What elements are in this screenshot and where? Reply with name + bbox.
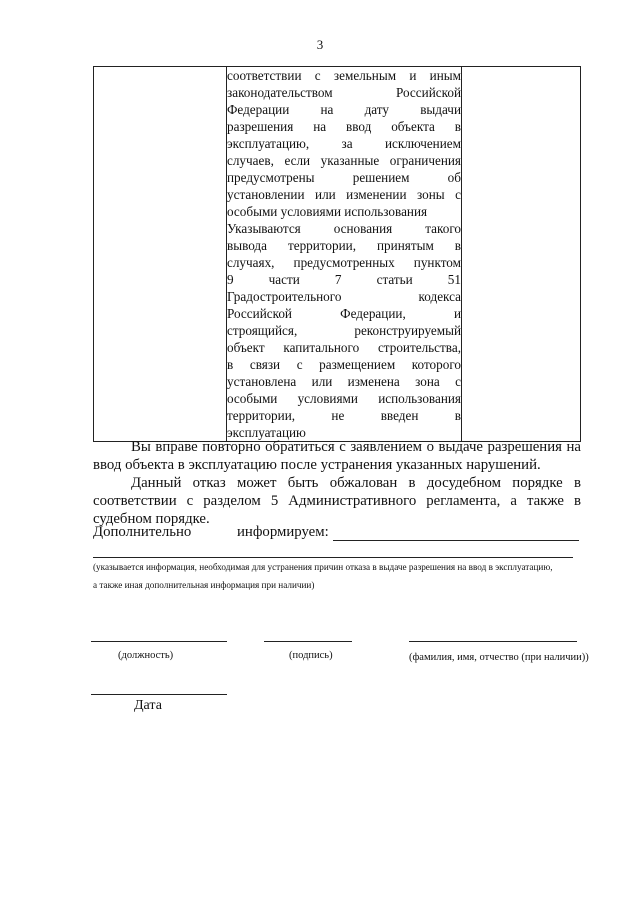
position-caption: (должность): [118, 650, 174, 661]
table-row: [94, 67, 581, 442]
reapply-paragraph: [93, 438, 581, 474]
reason-line: строящийся, реконструируемый: [227, 323, 461, 338]
reason-line: территории, не введен в: [227, 408, 461, 423]
paragraph-line: ввод объекта в эксплуатацию после устранения указанных нарушений.: [93, 457, 541, 473]
date-line: [91, 694, 227, 695]
paragraph-line: Данный отказ может быть обжалован в досудебном порядке в: [131, 475, 581, 491]
reason-line: в связи с размещением которого: [227, 357, 461, 372]
paragraph-line: судебном порядке.: [93, 511, 210, 527]
reason-line: законодательством Российской: [227, 85, 461, 100]
reason-line: объект капитального строительства,: [227, 340, 461, 355]
reason-line: Федерации на дату выдачи: [227, 102, 461, 117]
reason-line: предусмотрены решением об: [227, 170, 461, 185]
reason-line: особыми условиями использования: [227, 204, 428, 219]
full-name-line: [409, 641, 577, 642]
table-cell-left: [94, 67, 227, 442]
table-cell-reason: [227, 67, 462, 442]
reason-line: Российской Федерации, и: [227, 306, 461, 321]
paragraph-line: соответствии с разделом 5 Административного регламента, а также в: [93, 493, 581, 509]
page-number: 3: [316, 37, 324, 52]
reason-line: случаях, предусмотренных пунктом: [227, 255, 461, 270]
table-cell-right: [462, 67, 581, 442]
reason-line: случаев, если указанные ограничения: [227, 153, 461, 168]
reason-line: вывода территории, принятым в: [227, 238, 461, 253]
reason-line: установлении или изменении зоны с: [227, 187, 461, 202]
reason-line: разрешения на ввод объекта в: [227, 119, 461, 134]
position-line: [91, 641, 227, 642]
additional-info-row: [93, 524, 581, 544]
signature-line: [264, 641, 352, 642]
reason-line: установлена или изменена зона с: [227, 374, 461, 389]
inform-label: информируем:: [237, 524, 329, 540]
grounds-table: [93, 66, 581, 442]
reason-line: 9 части 7 статьи 51: [227, 272, 461, 287]
additional-info-line: [93, 557, 573, 558]
reason-line: особыми условиями использования: [227, 391, 461, 406]
date-label: Дата: [134, 698, 162, 713]
paragraph-line: Вы вправе повторно обратиться с заявлением о выдаче разрешения на: [131, 439, 581, 455]
additional-info-field[interactable]: [333, 540, 579, 541]
reason-line: соответствии с земельным и иным: [227, 68, 461, 83]
reason-line: Указываются основания такого: [227, 221, 461, 236]
reason-line: Градостроительного кодекса: [227, 289, 461, 304]
reason-line: эксплуатацию, за исключением: [227, 136, 461, 151]
note-line-1: (указывается информация, необходимая для устранения причин отказа в выдаче разрешения на ввод в эксплуатацию,: [93, 562, 553, 572]
appeal-paragraph: [93, 474, 581, 528]
reason-line: эксплуатацию: [227, 425, 306, 440]
full-name-caption: (фамилия, имя, отчество (при наличии)): [409, 652, 589, 663]
additional-label: Дополнительно: [93, 524, 192, 540]
signature-caption: (подпись): [289, 650, 333, 661]
note-line-2: а также иная дополнительная информация при наличии): [93, 580, 315, 590]
